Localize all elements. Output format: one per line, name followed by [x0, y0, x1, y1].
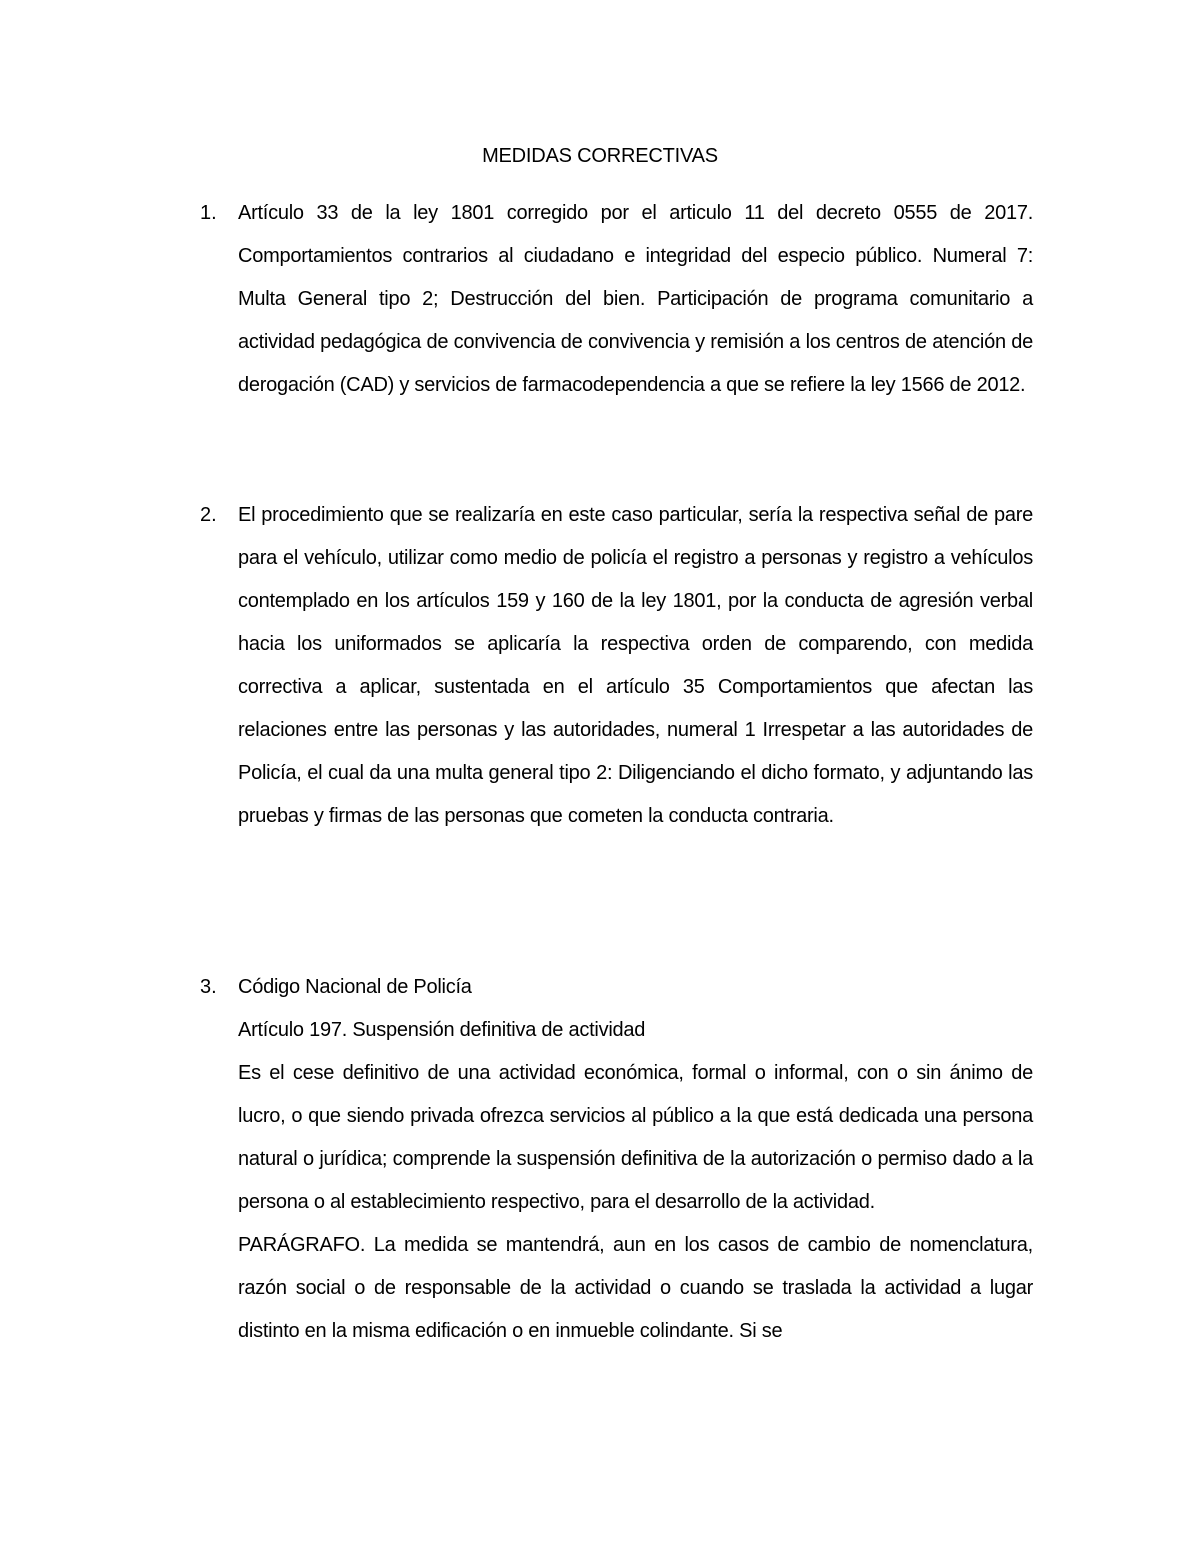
list-item-2	[200, 494, 1033, 838]
list-item-number: 3.	[200, 976, 217, 998]
list-item-number: 1.	[200, 202, 217, 224]
paragrafo-paragraph: PARÁGRAFO. La medida se mantendrá, aun en los casos de cambio de nomenclatura, razón social o de responsable de la actividad o cuando se traslada la actividad a lugar distinto en la misma edificación o en inmueble colindante. Si se	[238, 1234, 1033, 1342]
list-item-3	[200, 966, 1033, 1353]
list-item-1	[200, 192, 1033, 407]
section-heading: Código Nacional de Policía	[238, 976, 472, 998]
list-item-text: El procedimiento que se realizaría en este caso particular, sería la respectiva señal de pare para el vehículo, utilizar como medio de policía el registro a personas y registro a vehículos contemplado en los artículos 159 y 160 de la ley 1801, por la conducta de agresión verbal hacia los uniformados se aplicaría la respectiva orden de comparendo, con medida correctiva a aplicar, sustentada en el artículo 35 Comportamientos que afectan las relaciones entre las personas y las autoridades, numeral 1 Irrespetar a las autoridades de Policía, el cual da una multa general tipo 2: Diligenciando el dicho formato, y adjuntando las pruebas y firmas de las personas que cometen la conducta contraria.	[238, 504, 1033, 827]
document-title: MEDIDAS CORRECTIVAS	[482, 145, 718, 167]
article-heading: Artículo 197. Suspensión definitiva de actividad	[238, 1019, 646, 1041]
article-paragraph: Es el cese definitivo de una actividad económica, formal o informal, con o sin ánimo de lucro, o que siendo privada ofrezca servicios al público a la que está dedicada una persona natural o jurídica; comprende la suspensión definitiva de la autorización o permiso dado a la persona o al establecimiento respectivo, para el desarrollo de la actividad.	[238, 1062, 1033, 1213]
list-item-text: Artículo 33 de la ley 1801 corregido por el articulo 11 del decreto 0555 de 2017. Comportamientos contrarios al ciudadano e integridad del especio público. Numeral 7: Multa General tipo 2; Destrucción del bien. Participación de programa comunitario a actividad pedagógica de convivencia de convivencia y remisión a los centros de atención de derogación (CAD) y servicios de farmacodependencia a que se refiere la ley 1566 de 2012.	[238, 202, 1033, 396]
list-item-number: 2.	[200, 504, 217, 526]
